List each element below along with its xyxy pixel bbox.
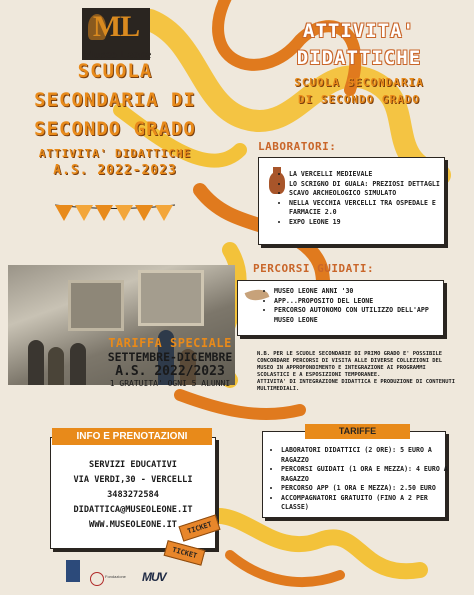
logo-monogram: ML xyxy=(92,10,140,43)
info-header: INFO E PRENOTAZIONI xyxy=(52,428,212,445)
tariffe-item: • PERCORSI GUIDATI (1 ORA E MEZZA): 4 EURO A RAGAZZO xyxy=(281,465,453,484)
tariffe-card xyxy=(262,431,446,518)
tariffa-period: SETTEMBRE-DICEMBRE xyxy=(107,350,233,364)
ticket-decoration: TICKET xyxy=(178,514,220,541)
laboratori-item: • SCAVO ARCHEOLOGICO SIMULATO xyxy=(289,189,454,199)
tariffa-note: 1 GRATUITA' OGNI 5 ALUNNI xyxy=(109,379,231,388)
info-phone[interactable]: 3483272584 xyxy=(107,490,159,500)
note-paragraph: N.B. PER LE SCUOLE SECONDARIE DI PRIMO GRADO E' POSSIBILE CONCORDARE PERCORSI DI VISITA ALLE DIVERSE COLLEZIONI DEL MUSEO IN APPROFONDIMENTO E INTEGRAZIONE AI PROGRAMMI SCOLASTICI E A ESPOSIZIONI TEMPORANEE. xyxy=(257,351,442,378)
tariffe-item: • LABORATORI DIDATTICI (2 ORE): 5 EURO A RAGAZZO xyxy=(281,446,453,465)
laboratori-item: • EXPO LEONE 19 xyxy=(289,218,454,228)
info-email[interactable]: DIDATTICA@MUSEOLEONE.IT xyxy=(73,505,193,515)
right-subtitle-line-2: DI SECONDO GRADO xyxy=(298,93,420,106)
partner-logo xyxy=(90,572,132,586)
laboratori-item: • LO SCRIGNO DI GUALA: PREZIOSI DETTAGLI xyxy=(289,180,454,190)
percorsi-item: • APP...PROPOSITO DEL LEONE xyxy=(274,297,452,307)
info-line: SERVIZI EDUCATIVI xyxy=(89,460,177,470)
tariffa-label: TARIFFA SPECIALE xyxy=(108,336,232,350)
right-title-line-1: ATTIVITA' xyxy=(303,20,415,42)
tariffe-header: TARIFFE xyxy=(305,424,410,439)
logo-name: Museo Leone xyxy=(82,47,152,61)
muv-logo: MUV xyxy=(142,570,166,584)
laboratori-card xyxy=(258,157,445,245)
left-title-line-1: SCUOLA xyxy=(77,60,153,82)
laboratori-item: • LA VERCELLI MEDIEVALE xyxy=(289,170,454,180)
percorsi-item: • PERCORSO AUTONOMO CON UTILIZZO DELL'APP MUSEO LEONE xyxy=(274,306,452,325)
left-subtitle-line-2: A.S. 2022-2023 xyxy=(53,163,177,178)
partner-logo-text: Fondazione xyxy=(105,574,126,579)
tariffe-item: • ACCOMPAGNATORI GRATUITO (FINO A 2 PER CLASSE) xyxy=(281,494,453,513)
right-title-line-2: DIDATTICHE xyxy=(296,47,422,69)
left-subtitle-line-1: ATTIVITA' DIDATTICHE xyxy=(38,147,192,160)
left-title-line-3: SECONDO GRADO xyxy=(34,118,196,140)
percorsi-card xyxy=(237,280,444,336)
tariffa-year: A.S. 2022/2023 xyxy=(115,364,225,379)
laboratori-item: • NELLA VECCHIA VERCELLI TRA OSPEDALE E FARMACIE 2.0 xyxy=(289,199,454,218)
tariffe-item: • PERCORSO APP (1 ORA E MEZZA): 2.50 EURO xyxy=(281,484,453,494)
laboratori-label: LABORATORI: xyxy=(258,140,337,153)
left-title-line-2: SECONDARIA DI xyxy=(34,89,196,111)
tariffa-speciale-block xyxy=(100,336,240,388)
percorsi-label: PERCORSI GUIDATI: xyxy=(253,262,375,275)
percorsi-item: • MUSEO LEONE ANNI '30 xyxy=(274,287,452,297)
partner-logo xyxy=(66,560,80,582)
bunting-decoration xyxy=(55,205,175,225)
note-paragraph: ATTIVITA' DI INTEGRAZIONE DIDATTICA E PRODUZIONE DI CONTENUTI MULTIMEDIALI. xyxy=(257,379,455,392)
info-website[interactable]: WWW.MUSEOLEONE.IT xyxy=(89,520,177,530)
right-subtitle-line-1: SCUOLA SECONDARIA xyxy=(294,76,424,89)
ticket-decoration: TICKET xyxy=(164,540,206,566)
note-text xyxy=(257,351,457,393)
info-line: VIA VERDI,30 - VERCELLI xyxy=(73,475,193,485)
